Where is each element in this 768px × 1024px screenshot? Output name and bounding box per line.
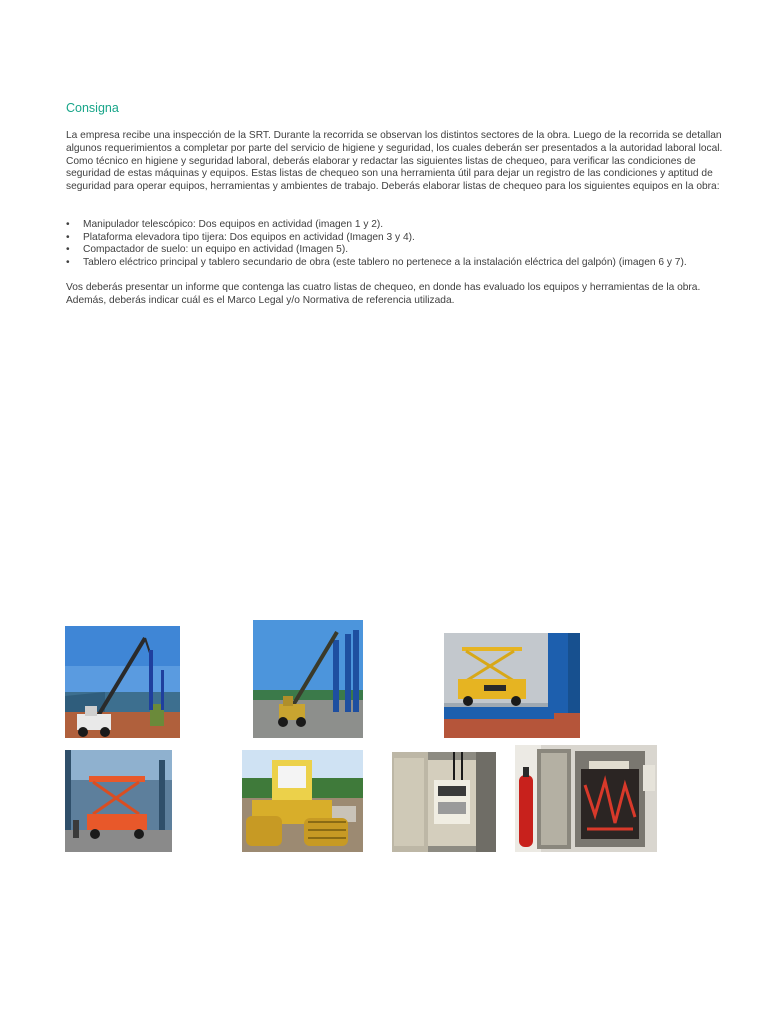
scissor-lift-photo-2: [65, 750, 172, 852]
list-item: • Plataforma elevadora tipo tijera: Dos equipos en actividad (Imagen 3 y 4).: [66, 232, 746, 245]
soil-compactor-photo: [242, 750, 363, 852]
list-item: • Manipulador telescópico: Dos equipos en actividad (imagen 1 y 2).: [66, 219, 746, 232]
scissor-lift-photo-1: [444, 633, 580, 738]
section-heading: Consigna: [66, 101, 119, 115]
telescopic-handler-photo-1: [65, 626, 180, 738]
equipment-list: [66, 219, 746, 269]
electrical-panel-secondary-photo: [515, 745, 657, 852]
list-item: • Tablero eléctrico principal y tablero secundario de obra (este tablero no pertenece a la instalación eléctrica del galpón) (imagen 6 y 7).: [66, 257, 746, 270]
intro-paragraph: La empresa recibe una inspección de la SRT. Durante la recorrida se observan los distintos sectores de la obra. Luego de la recorrida se detallan algunos requerimientos a completar por parte del servicio de higiene y seguridad, los cuales deberán ser presentados a la autoridad laboral local. Como técnico en higiene y seguridad laboral, deberás elaborar y redactar las siguientes listas de chequeo, para verificar las condiciones de seguridad de estas máquinas y equipos. Estas listas de chequeo son una herramienta útil para dejar un registro de las condiciones y aptitud de seguridad para operar equipos, herramientas y ambientes de trabajo. Deberás elaborar listas de chequeo para los siguientes equipos en la obra:: [66, 130, 723, 193]
electrical-panel-main-photo: [392, 752, 496, 852]
list-item: • Compactador de suelo: un equipo en actividad (Imagen 5).: [66, 244, 746, 257]
telescopic-handler-photo-2: [253, 620, 363, 738]
closing-paragraph: Vos deberás presentar un informe que contenga las cuatro listas de chequeo, en donde has evaluado los equipos y herramientas de la obra. Además, deberás indicar cuál es el Marco Legal y/o Normativa de referencia utilizada.: [66, 282, 701, 306]
